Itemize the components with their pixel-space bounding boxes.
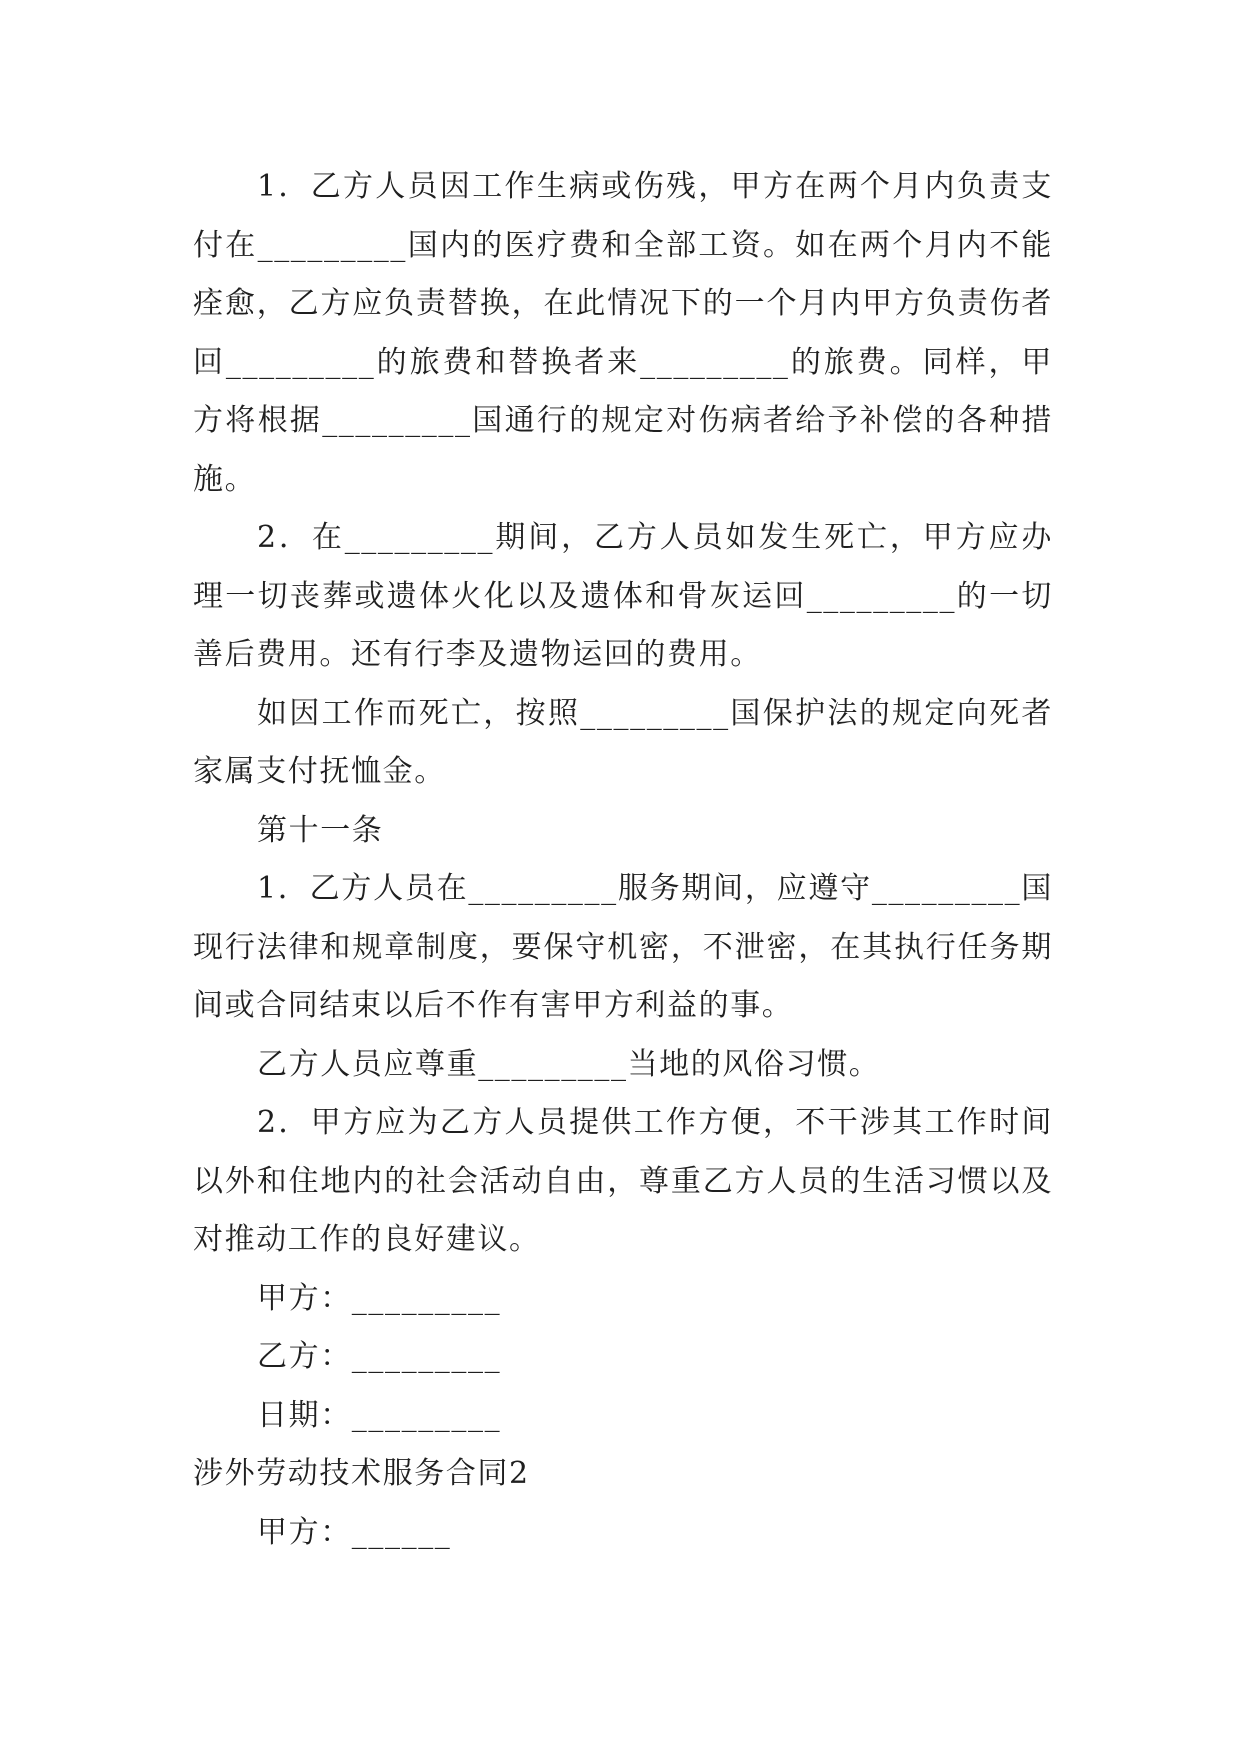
contract-title-2: 涉外劳动技术服务合同2 [193,1456,530,1491]
clause-injury-paragraph: 1．乙方人员因工作生病或伤残，甲方在两个月内负责支付在_________国内的医疗费和全部工资。如在两个月内不能痊愈，乙方应负责替换，在此情况下的一个月内甲方负责伤者回_________的旅费和替换者来_________的旅费。同样，甲方将根据_________国通行的规定对伤病者给予补偿的各种措施。 [193,169,1053,497]
clause-obey-law-paragraph: 1．乙方人员在_________服务期间，应遵守_________国现行法律和规章制度，要保守机密，不泄密，在其执行任务期间或合同结束以后不作有害甲方利益的事。 [193,871,1053,1023]
party-a-signature-line: 甲方：_________ [257,1280,502,1316]
clause-pension-paragraph: 如因工作而死亡，按照_________国保护法的规定向死者家属支付抚恤金。 [193,695,1053,789]
clause-death-paragraph: 2．在_________期间，乙方人员如发生死亡，甲方应办理一切丧葬或遗体火化以及遗体和骨灰运回_________的一切善后费用。还有行李及遗物运回的费用。 [193,520,1053,672]
clause-customs-paragraph: 乙方人员应尊重_________当地的风俗习惯。 [257,1046,881,1082]
date-signature-line: 日期：_________ [257,1397,502,1433]
party-a-line-contract-2: 甲方：______ [257,1514,452,1550]
party-b-signature-line: 乙方：_________ [257,1339,502,1374]
clause-work-facilities-paragraph: 2．甲方应为乙方人员提供工作方便，不干涉其工作时间以外和住地内的社会活动自由，尊重乙方人员的生活习惯以及对推动工作的良好建议。 [193,1105,1053,1257]
article-eleven-heading: 第十一条 [257,812,384,848]
document-body [193,158,1053,1562]
